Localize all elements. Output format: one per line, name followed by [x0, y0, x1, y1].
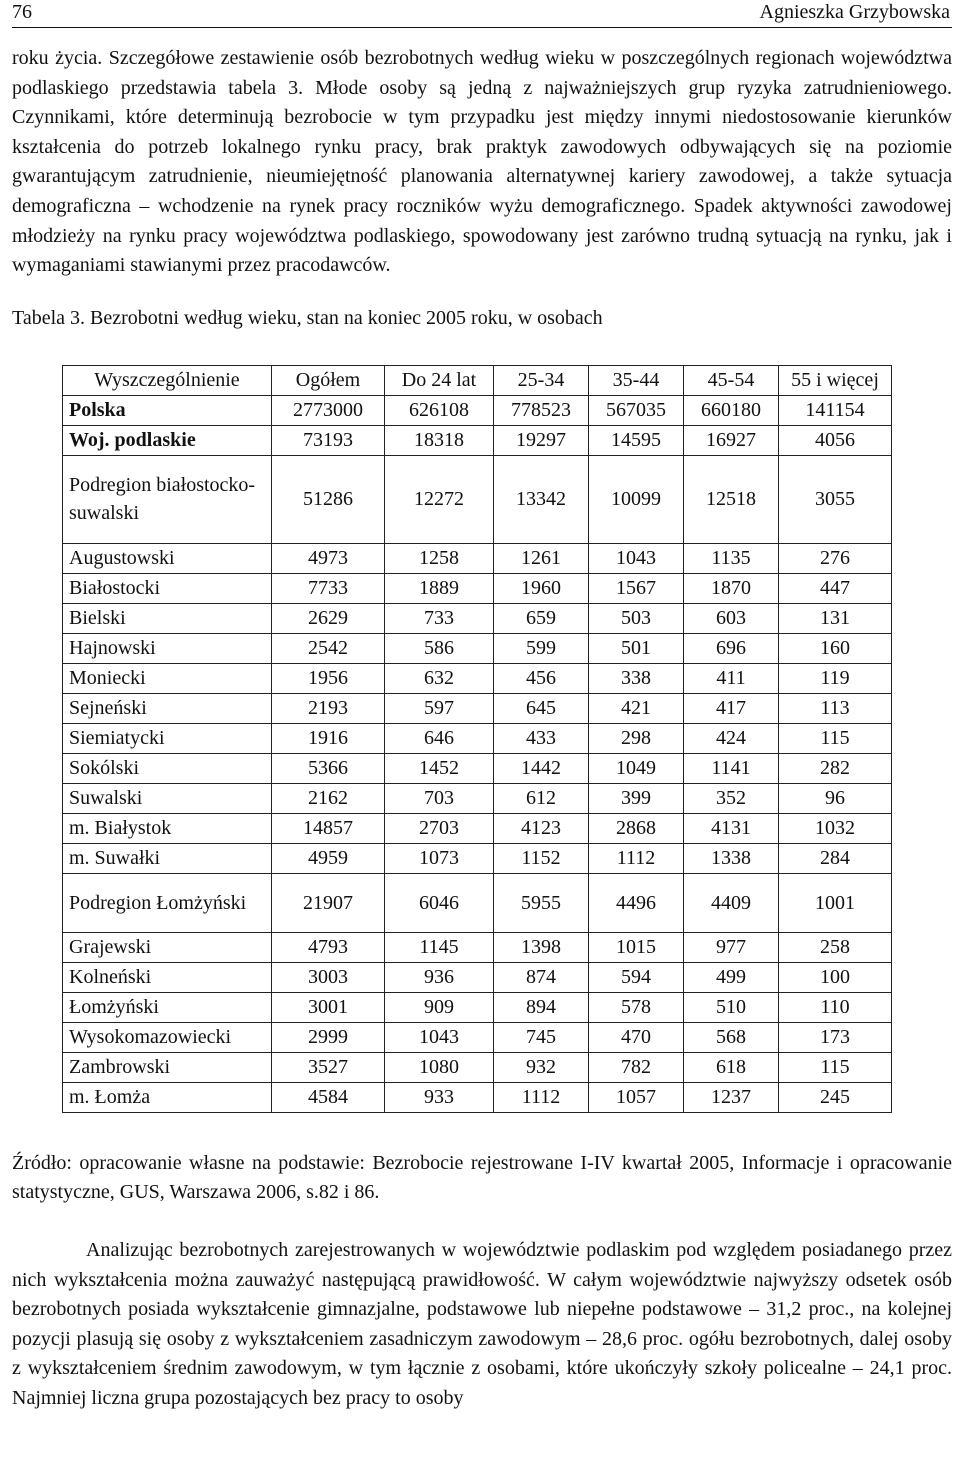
table-row	[63, 425, 892, 455]
table-row	[63, 843, 892, 873]
row-label: Sokólski	[63, 753, 272, 783]
table-cell: 3055	[779, 455, 892, 543]
row-label: Suwalski	[63, 783, 272, 813]
table-cell: 1567	[589, 573, 684, 603]
table-cell: 1141	[684, 753, 779, 783]
table-cell: 173	[779, 1022, 892, 1052]
table-cell: 73193	[272, 425, 385, 455]
table-cell: 977	[684, 932, 779, 962]
table-cell: 4793	[272, 932, 385, 962]
table-row	[63, 1022, 892, 1052]
table-cell: 933	[385, 1082, 494, 1112]
table-cell: 510	[684, 992, 779, 1022]
table-row	[63, 753, 892, 783]
running-header	[12, 0, 952, 28]
row-label: Podregion Łomżyński	[63, 873, 272, 932]
row-label: Hajnowski	[63, 633, 272, 663]
table-cell: 100	[779, 962, 892, 992]
table-cell: 14857	[272, 813, 385, 843]
table-cell: 936	[385, 962, 494, 992]
table-cell: 1442	[494, 753, 589, 783]
body-paragraph-1: roku życia. Szczegółowe zestawienie osób bezrobotnych według wieku w poszczególnych regionach województwa podlaskiego przedstawia tabela 3. Młode osoby są jedną z najważniejszych grup ryzyka zatrudnieniowego. Czynnikami, które determinują bezrobocie w tym przypadku jest między innymi niedostosowanie kierunków kształcenia do potrzeb lokalnego rynku pracy, brak praktyk zawodowych odbywających się na poziomie gwarantującym zatrudnienie, nieumiejętność planowania alternatywnej kariery zawodowej, a także sytuacja demograficzna – wchodzenie na rynek pracy roczników wyżu demograficznego. Spadek aktywności zawodowej młodzieży na rynku pracy województwa podlaskiego, spowodowany jest zarówno trudną sytuacją na rynku, jak i wymaganiami stawianymi przez pracodawców.	[12, 47, 952, 277]
table-cell: 586	[385, 633, 494, 663]
row-label: Wysokomazowiecki	[63, 1022, 272, 1052]
row-label: Grajewski	[63, 932, 272, 962]
column-header: Wyszczególnienie	[63, 365, 272, 395]
table-cell: 2773000	[272, 395, 385, 425]
row-label: Woj. podlaskie	[63, 425, 272, 455]
row-label: Łomżyński	[63, 992, 272, 1022]
table-cell: 1001	[779, 873, 892, 932]
table-cell: 4131	[684, 813, 779, 843]
table-cell: 618	[684, 1052, 779, 1082]
header-author: Agnieszka Grzybowska	[759, 1, 950, 23]
table-cell: 645	[494, 693, 589, 723]
table-cell: 2542	[272, 633, 385, 663]
table-cell: 456	[494, 663, 589, 693]
table-cell: 447	[779, 573, 892, 603]
table-row	[63, 1082, 892, 1112]
row-label: m. Łomża	[63, 1082, 272, 1112]
document-page	[12, 0, 952, 1414]
table-cell: 626108	[385, 395, 494, 425]
table-cell: 1049	[589, 753, 684, 783]
table-cell: 745	[494, 1022, 589, 1052]
table-cell: 2868	[589, 813, 684, 843]
table-cell: 603	[684, 603, 779, 633]
table-cell: 18318	[385, 425, 494, 455]
table-cell: 131	[779, 603, 892, 633]
table-cell: 10099	[589, 455, 684, 543]
table-cell: 1398	[494, 932, 589, 962]
table-cell: 1960	[494, 573, 589, 603]
table-cell: 599	[494, 633, 589, 663]
table-cell: 2703	[385, 813, 494, 843]
table-cell: 19297	[494, 425, 589, 455]
row-label: Sejneński	[63, 693, 272, 723]
table-cell: 1237	[684, 1082, 779, 1112]
table-cell: 1261	[494, 543, 589, 573]
table-cell: 660180	[684, 395, 779, 425]
table-cell: 778523	[494, 395, 589, 425]
table-cell: 1870	[684, 573, 779, 603]
table-cell: 6046	[385, 873, 494, 932]
row-label: Polska	[63, 395, 272, 425]
table-cell: 1043	[385, 1022, 494, 1052]
column-header: 55 i więcej	[779, 365, 892, 395]
table-row	[63, 663, 892, 693]
table-cell: 578	[589, 992, 684, 1022]
table-cell: 1135	[684, 543, 779, 573]
table-cell: 894	[494, 992, 589, 1022]
table-cell: 2193	[272, 693, 385, 723]
row-label: Podregion białostocko-suwalski	[63, 455, 272, 543]
table-cell: 470	[589, 1022, 684, 1052]
table-row	[63, 723, 892, 753]
table-cell: 696	[684, 633, 779, 663]
table-cell: 4973	[272, 543, 385, 573]
table-cell: 782	[589, 1052, 684, 1082]
page-number: 76	[12, 1, 32, 23]
table-row	[63, 455, 892, 543]
table-cell: 5955	[494, 873, 589, 932]
table-cell: 433	[494, 723, 589, 753]
table-cell: 417	[684, 693, 779, 723]
table-cell: 909	[385, 992, 494, 1022]
table-cell: 5366	[272, 753, 385, 783]
table-source-note: Źródło: opracowanie własne na podstawie: Bezrobocie rejestrowane I-IV kwartał 2005, Informacje i opracowanie statystyczne, GUS, Warszawa 2006, s.82 i 86.	[12, 1151, 952, 1204]
table-cell: 632	[385, 663, 494, 693]
column-header: Do 24 lat	[385, 365, 494, 395]
table-cell: 4584	[272, 1082, 385, 1112]
table-row	[63, 573, 892, 603]
table-cell: 4959	[272, 843, 385, 873]
table-cell: 284	[779, 843, 892, 873]
table-cell: 51286	[272, 455, 385, 543]
table-cell: 110	[779, 992, 892, 1022]
table-cell: 597	[385, 693, 494, 723]
table-cell: 352	[684, 783, 779, 813]
table-cell: 2629	[272, 603, 385, 633]
table-cell: 1057	[589, 1082, 684, 1112]
table-cell: 16927	[684, 425, 779, 455]
table-cell: 276	[779, 543, 892, 573]
table-row	[63, 962, 892, 992]
row-label: Siemiatycki	[63, 723, 272, 753]
table-cell: 258	[779, 932, 892, 962]
table-cell: 3001	[272, 992, 385, 1022]
table-cell: 503	[589, 603, 684, 633]
column-header: 25-34	[494, 365, 589, 395]
table-cell: 96	[779, 783, 892, 813]
table-row	[63, 693, 892, 723]
unemployment-by-age-table	[62, 365, 892, 1113]
table-cell: 659	[494, 603, 589, 633]
table-cell: 21907	[272, 873, 385, 932]
table-cell: 1338	[684, 843, 779, 873]
table-cell: 1032	[779, 813, 892, 843]
table-cell: 4496	[589, 873, 684, 932]
table-cell: 4409	[684, 873, 779, 932]
table-cell: 1889	[385, 573, 494, 603]
table-cell: 703	[385, 783, 494, 813]
table-cell: 245	[779, 1082, 892, 1112]
column-header: 35-44	[589, 365, 684, 395]
table-cell: 501	[589, 633, 684, 663]
table-cell: 14595	[589, 425, 684, 455]
table-cell: 1080	[385, 1052, 494, 1082]
table-cell: 2999	[272, 1022, 385, 1052]
table-cell: 119	[779, 663, 892, 693]
table-cell: 568	[684, 1022, 779, 1052]
table-cell: 113	[779, 693, 892, 723]
table-cell: 338	[589, 663, 684, 693]
column-header: Ogółem	[272, 365, 385, 395]
table-cell: 3003	[272, 962, 385, 992]
table-cell: 1452	[385, 753, 494, 783]
table-cell: 115	[779, 723, 892, 753]
row-label: m. Suwałki	[63, 843, 272, 873]
table-cell: 1015	[589, 932, 684, 962]
table-cell: 1152	[494, 843, 589, 873]
row-label: m. Białystok	[63, 813, 272, 843]
table-cell: 594	[589, 962, 684, 992]
table-header-row	[63, 365, 892, 395]
row-label: Białostocki	[63, 573, 272, 603]
table-row	[63, 543, 892, 573]
row-label: Augustowski	[63, 543, 272, 573]
table-cell: 1112	[494, 1082, 589, 1112]
table-row	[63, 932, 892, 962]
table-cell: 1145	[385, 932, 494, 962]
table-cell: 499	[684, 962, 779, 992]
table-row	[63, 1052, 892, 1082]
table-cell: 3527	[272, 1052, 385, 1082]
table-cell: 733	[385, 603, 494, 633]
table-cell: 12272	[385, 455, 494, 543]
table-cell: 424	[684, 723, 779, 753]
table-row	[63, 783, 892, 813]
table-cell: 160	[779, 633, 892, 663]
table-cell: 1112	[589, 843, 684, 873]
table-cell: 932	[494, 1052, 589, 1082]
table-row	[63, 633, 892, 663]
table-row	[63, 873, 892, 932]
row-label: Kolneński	[63, 962, 272, 992]
table-cell: 1043	[589, 543, 684, 573]
table-cell: 282	[779, 753, 892, 783]
column-header: 45-54	[684, 365, 779, 395]
row-label: Bielski	[63, 603, 272, 633]
table-cell: 1916	[272, 723, 385, 753]
table-cell: 4123	[494, 813, 589, 843]
table-cell: 298	[589, 723, 684, 753]
table-cell: 411	[684, 663, 779, 693]
table-cell: 2162	[272, 783, 385, 813]
body-paragraph-2: Analizując bezrobotnych zarejestrowanych w województwie podlaskim pod względem posiadanego przez nich wykształcenia można zauważyć następującą prawidłowość. W całym województwie najwyższy odsetek osób bezrobotnych posiada wykształcenie gimnazjalne, podstawowe lub niepełne podstawowe – 31,2 proc., na kolejnej pozycji plasują się osoby z wykształceniem zasadniczym zawodowym – 28,6 proc. ogółu bezrobotnych, dalej osoby z wykształceniem średnim zawodowym, w tym łącznie z osobami, które ukończyły szkoły policealne – 24,1 proc. Najmniej liczna grupa pozostających bez pracy to osoby	[12, 1238, 952, 1409]
table-cell: 612	[494, 783, 589, 813]
table-cell: 13342	[494, 455, 589, 543]
table-cell: 399	[589, 783, 684, 813]
table-cell: 646	[385, 723, 494, 753]
table-cell: 4056	[779, 425, 892, 455]
table-cell: 7733	[272, 573, 385, 603]
table-cell: 12518	[684, 455, 779, 543]
table-cell: 1956	[272, 663, 385, 693]
table-row	[63, 813, 892, 843]
table-row	[63, 395, 892, 425]
table-row	[63, 603, 892, 633]
table-cell: 1258	[385, 543, 494, 573]
table-cell: 874	[494, 962, 589, 992]
row-label: Zambrowski	[63, 1052, 272, 1082]
table-caption: Tabela 3. Bezrobotni według wieku, stan na koniec 2005 roku, w osobach	[12, 306, 603, 329]
table-cell: 421	[589, 693, 684, 723]
table-row	[63, 992, 892, 1022]
row-label: Moniecki	[63, 663, 272, 693]
table-cell: 115	[779, 1052, 892, 1082]
table-cell: 567035	[589, 395, 684, 425]
table-cell: 141154	[779, 395, 892, 425]
table-cell: 1073	[385, 843, 494, 873]
